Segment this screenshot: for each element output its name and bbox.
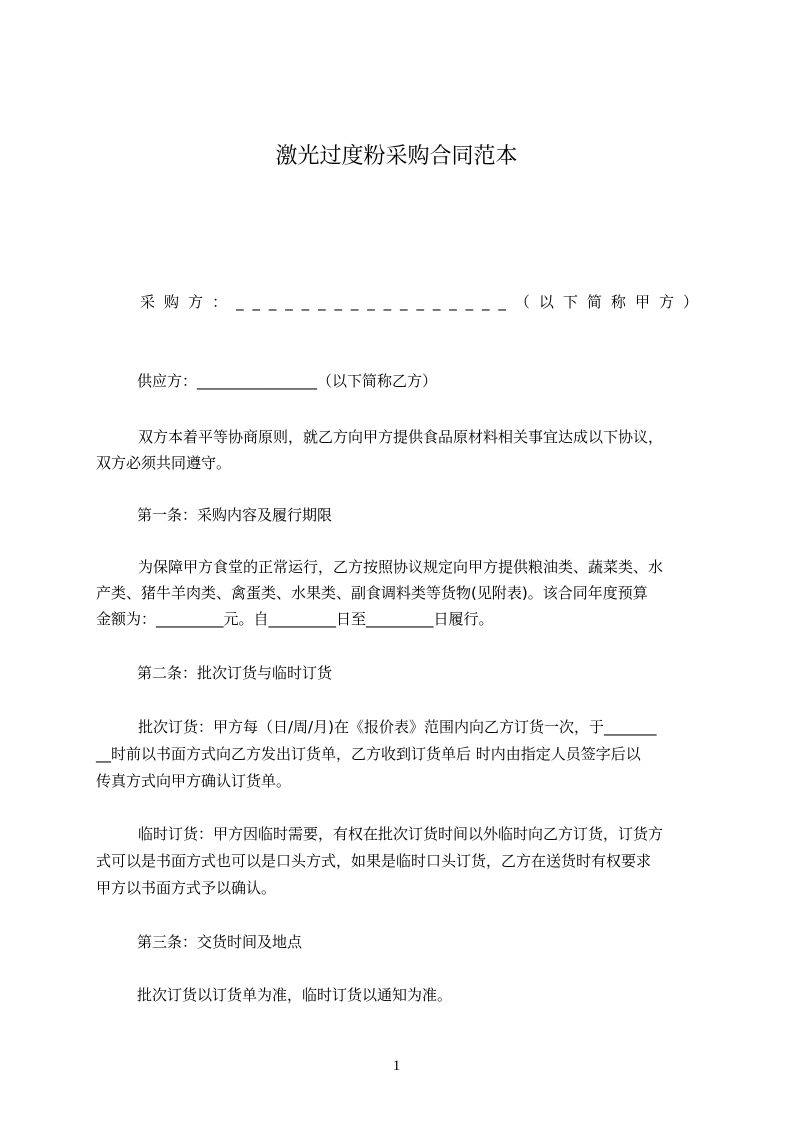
purchaser-line: 采 购 方 ： _ _ _ _ _ _ _ _ _ _ _ _ _ _ _ _ _ （ 以 下 简 称 甲 方 ）	[140, 293, 700, 311]
article1-line-2: 产类、猪牛羊肉类、禽蛋类、水果类、副食调料类等货物(见附表)。该合同年度预算	[96, 584, 648, 602]
supplier-line: 供应方：________________（以下简称乙方）	[137, 372, 438, 390]
article2-batch-line-3: 传真方式向甲方确认订货单。	[96, 772, 292, 790]
document-title: 激光过度粉采购合同范本	[275, 144, 518, 169]
article3-heading: 第三条：交货时间及地点	[137, 933, 303, 951]
article2-temp-line-2: 式可以是书面方式也可以是口头方式，如果是临时口头订货，乙方在送货时有权要求	[96, 852, 652, 870]
intro-line-1: 双方本着平等协商原则，就乙方向甲方提供食品原材料相关事宜达成以下协议，	[138, 428, 664, 446]
article1-line-3: 金额为：_________元。自_________日至_________日履行。	[96, 610, 494, 628]
article2-temp-line-3: 甲方以书面方式予以确认。	[96, 879, 277, 897]
article3-line-1: 批次订货以订货单为准，临时订货以通知为准。	[137, 986, 453, 1004]
article2-heading: 第二条：批次订货与临时订货	[137, 664, 333, 682]
article1-line-1: 为保障甲方食堂的正常运行，乙方按照协议规定向甲方提供粮油类、蔬菜类、水	[138, 558, 664, 576]
article1-heading: 第一条：采购内容及履行期限	[137, 506, 333, 524]
article2-batch-line-1: 批次订货：甲方每（日/周/月)在《报价表》范围内向乙方订货一次，于_______	[138, 718, 657, 736]
intro-line-2: 双方必须共同遵守。	[96, 454, 232, 472]
article2-temp-line-1: 临时订货：甲方因临时需要，有权在批次订货时间以外临时向乙方订货，订货方	[138, 825, 664, 843]
article2-batch-line-2: __时前以书面方式向乙方发出订货单，乙方收到订货单后 时内由指定人员签字后以	[96, 745, 641, 763]
page-number: 1	[392, 1058, 401, 1074]
